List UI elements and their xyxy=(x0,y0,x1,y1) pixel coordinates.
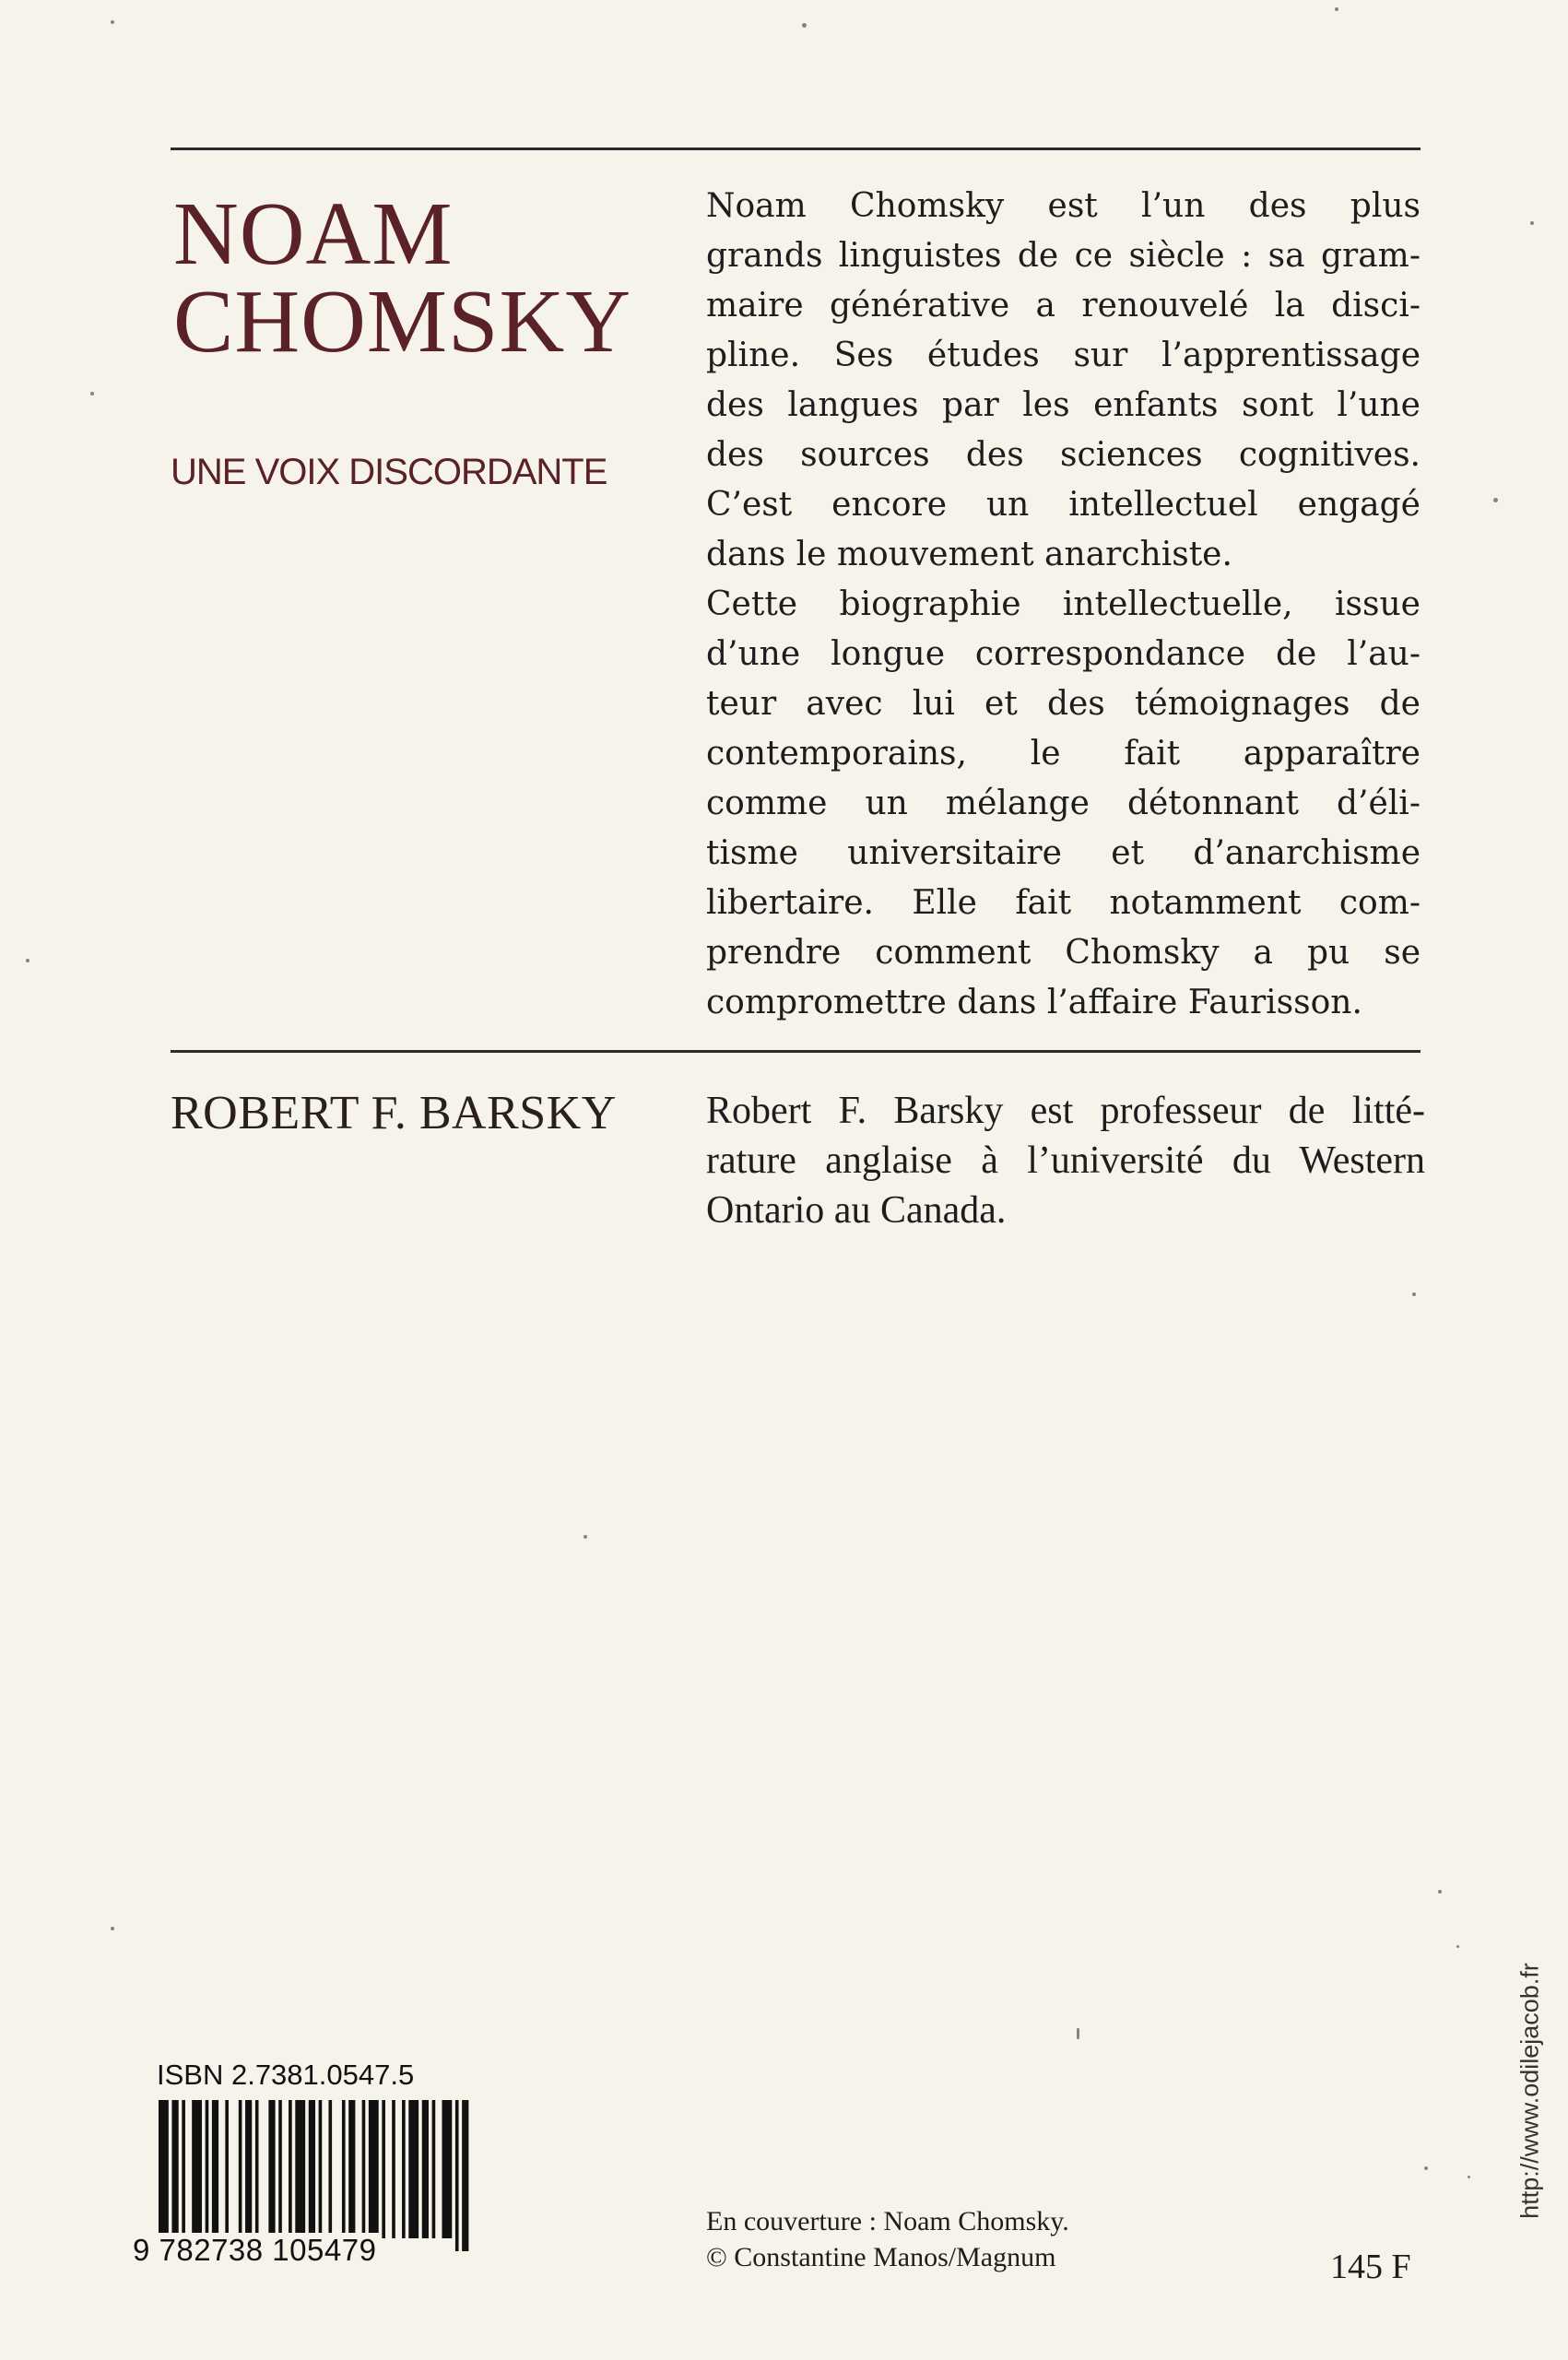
book-title-line-2: CHOMSKY xyxy=(173,272,632,372)
barcode-bar xyxy=(328,2100,332,2251)
paper-speck xyxy=(1468,2176,1470,2178)
barcode-bar xyxy=(159,2100,169,2251)
barcode-bar xyxy=(342,2100,346,2238)
summary-line: grands linguistes de ce siècle : sa gram- xyxy=(706,237,1421,275)
summary-line: comme un mélange détonnant d’éli- xyxy=(706,785,1421,822)
summary-line: C’est encore un intellectuel engagé xyxy=(706,486,1421,524)
barcode-bar xyxy=(382,2100,385,2238)
author-bio-line: Ontario au Canada. xyxy=(706,1189,1007,1232)
summary-line: Cette biographie intellectuelle, issue xyxy=(706,585,1421,623)
cover-photo-credit-line: © Constantine Manos/Magnum xyxy=(706,2242,1056,2272)
publisher-website: http://www.odilejacob.fr xyxy=(1515,1963,1544,2219)
top-divider-rule xyxy=(171,148,1421,150)
paper-speck xyxy=(111,20,114,24)
summary-line: teur avec lui et des témoignages de xyxy=(706,685,1421,723)
barcode-bar xyxy=(295,2100,305,2238)
barcode-bar xyxy=(432,2100,436,2238)
paper-speck xyxy=(1412,1292,1416,1296)
barcode-bar xyxy=(455,2100,459,2251)
paper-speck xyxy=(802,23,807,28)
barcode-bar xyxy=(225,2100,229,2238)
summary-line: contemporains, le fait apparaître xyxy=(706,735,1421,773)
barcode-bar xyxy=(289,2100,292,2238)
barcode-bar xyxy=(268,2100,275,2238)
barcode xyxy=(159,2100,472,2251)
paper-speck xyxy=(1077,2028,1079,2039)
barcode-bar xyxy=(348,2100,355,2238)
author-name: ROBERT F. BARSKY xyxy=(171,1087,617,1139)
author-bio-line: rature anglaise à l’université du Western xyxy=(706,1139,1425,1182)
cover-photo-credit-line: En couverture : Noam Chomsky. xyxy=(706,2206,1069,2236)
paper-speck xyxy=(111,1927,114,1930)
paper-speck xyxy=(1424,2166,1428,2170)
barcode-bar xyxy=(278,2100,282,2238)
middle-divider-rule xyxy=(171,1050,1421,1053)
book-subtitle: UNE VOIX DISCORDANTE xyxy=(171,452,607,492)
barcode-number: 9 782738 105479 xyxy=(129,2233,380,2268)
paper-speck xyxy=(1530,221,1534,225)
summary-line: tisme universitaire et d’anarchisme xyxy=(706,834,1421,872)
barcode-bar xyxy=(369,2100,379,2238)
summary-line: d’une longue correspondance de l’au- xyxy=(706,635,1421,673)
isbn-label: ISBN 2.7381.0547.5 xyxy=(157,2059,415,2091)
summary-line: maire générative a renouvelé la disci- xyxy=(706,287,1421,324)
summary-line: Noam Chomsky est l’un des plus xyxy=(706,187,1421,225)
summary-line: pline. Ses études sur l’apprentissage xyxy=(706,336,1421,374)
paper-speck xyxy=(1335,7,1338,11)
paper-speck xyxy=(26,959,29,962)
author-bio-line: Robert F. Barsky est professeur de litté- xyxy=(706,1090,1425,1132)
paper-speck xyxy=(90,392,94,395)
barcode-bar xyxy=(408,2100,419,2238)
summary-line: compromettre dans l’affaire Faurisson. xyxy=(706,984,1362,1021)
summary-line: dans le mouvement anarchiste. xyxy=(706,536,1232,573)
barcode-bar xyxy=(422,2100,429,2238)
summary-line: des sources des sciences cognitives. xyxy=(706,436,1421,474)
paper-speck xyxy=(584,1535,587,1539)
barcode-bar xyxy=(392,2100,395,2238)
barcode-bar xyxy=(245,2100,252,2238)
barcode-bar xyxy=(212,2100,218,2238)
barcode-bar xyxy=(402,2100,406,2238)
barcode-bar xyxy=(309,2100,315,2238)
summary-line: des langues par les enfants sont l’une xyxy=(706,386,1421,424)
barcode-bar xyxy=(462,2100,468,2251)
barcode-bar xyxy=(319,2100,323,2251)
barcode-bar xyxy=(362,2100,366,2238)
paper-speck xyxy=(1493,498,1498,502)
barcode-bar xyxy=(255,2100,259,2238)
barcode-bar xyxy=(206,2100,209,2238)
price: 145 F xyxy=(1330,2248,1411,2286)
summary-line: libertaire. Elle fait notamment com- xyxy=(706,884,1421,922)
paper-speck xyxy=(1438,1890,1442,1894)
barcode-bar xyxy=(182,2100,185,2238)
book-title-line-1: NOAM xyxy=(173,184,454,284)
barcode-bar xyxy=(192,2100,202,2238)
barcode-bar xyxy=(239,2100,242,2238)
barcode-bar xyxy=(171,2100,178,2251)
paper-speck xyxy=(1456,1945,1459,1948)
summary-line: prendre comment Chomsky a pu se xyxy=(706,934,1421,972)
barcode-bar xyxy=(442,2100,452,2238)
